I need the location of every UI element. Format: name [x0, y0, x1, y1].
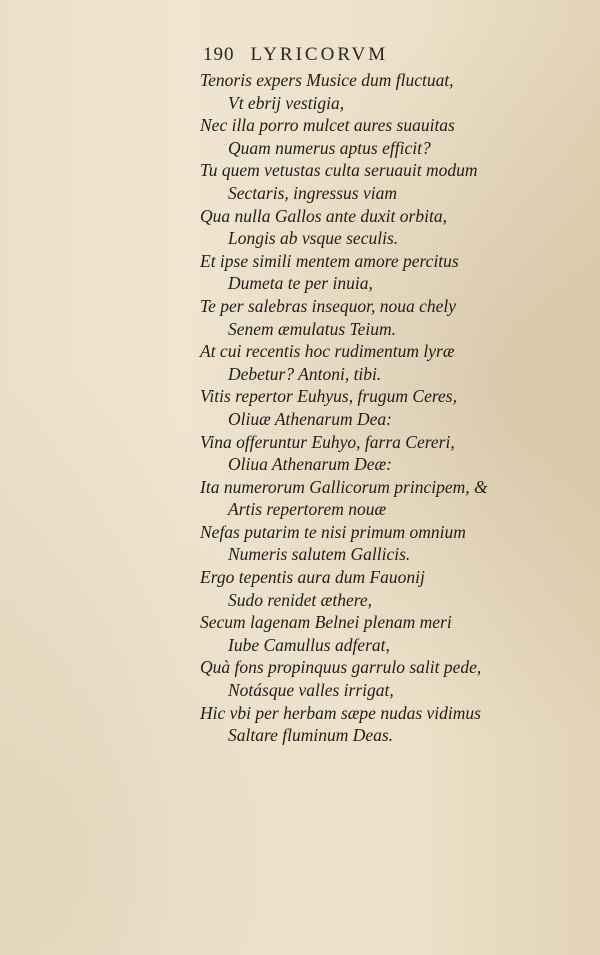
verse-line: At cui recentis hoc rudimentum lyræ: [200, 341, 455, 362]
verse-line: Artis repertorem nouæ: [228, 499, 387, 520]
verse-line: Et ipse simili mentem amore percitus: [200, 250, 459, 271]
verse-line: Dumeta te per inuia,: [228, 273, 373, 294]
verse-line: Iube Camullus adferat,: [228, 634, 390, 655]
verse-line: Senem æmulatus Teium.: [228, 318, 397, 339]
verse-line: Tenoris expers Musice dum fluctuat,: [200, 70, 454, 90]
verse-line: Nefas putarim te nisi primum omnium: [200, 521, 466, 542]
poem-verses: [200, 69, 530, 747]
verse-line: Nec illa porro mulcet aures suauitas: [200, 115, 455, 136]
verse-line: Longis ab vsque seculis.: [228, 228, 399, 249]
verse-line: Sectaris, ingressus viam: [228, 182, 397, 203]
verse-line: Qua nulla Gallos ante duxit orbita,: [200, 205, 447, 226]
running-header: [203, 44, 388, 66]
verse-line: Tu quem vetustas culta seruauit modum: [200, 160, 478, 181]
verse-line: Oliua Athenarum Deæ:: [228, 454, 392, 475]
verse-line: Debetur? Antoni, tibi.: [228, 363, 382, 384]
verse-line: Vt ebrij vestigia,: [228, 92, 345, 113]
verse-line: Secum lagenam Belnei plenam meri: [200, 612, 452, 633]
verse-line: Te per salebras insequor, noua chely: [200, 295, 457, 316]
verse-line: Vitis repertor Euhyus, frugum Ceres,: [200, 386, 457, 407]
verse-line: Sudo renidet æthere,: [228, 589, 373, 610]
page-number: 190: [203, 44, 235, 65]
verse-line: Quà fons propinquus garrulo salit pede,: [200, 657, 482, 678]
verse-line: Hic vbi per herbam sæpe nudas vidimus: [200, 702, 481, 723]
verse-line: Notásque valles irrigat,: [228, 680, 394, 701]
running-head-title: LYRICORVM: [250, 44, 389, 65]
verse-line: Oliuæ Athenarum Dea:: [228, 408, 392, 429]
verse-line: Quam numerus aptus efficit?: [228, 137, 431, 158]
verse-line: Ergo tepentis aura dum Fauonij: [200, 567, 425, 588]
verse-line: Ita numerorum Gallicorum principem, &: [200, 476, 488, 497]
verse-line: Vina offeruntur Euhyo, farra Cereri,: [200, 431, 455, 452]
verse-line: Numeris salutem Gallicis.: [228, 544, 411, 565]
verse-line: Saltare fluminum Deas.: [228, 725, 394, 746]
